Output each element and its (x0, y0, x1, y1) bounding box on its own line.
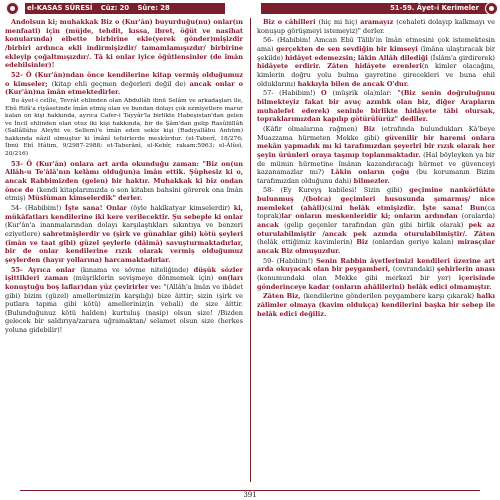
left-text-column (5, 18, 243, 482)
commentary-text: (kendi kitaplarımızda o son kitabın bahsini görerek ona îmân etmiş) (5, 185, 243, 203)
verse-paragraph (257, 186, 495, 255)
verse-translation-text: elbette birbirine ekle(yerek gönder)mişizdir /birbiri ardınca ekli indirmişizdir/ tamamlamışızdır/ birbirine ekleyip çoğaltmışızdır/. Tâ ki onlar iyice öğütlensinler (de îmân edebilsinler)! (5, 35, 243, 70)
commentary-text: 56- (Habibim! Amcan Ebû Tâlib'in îmân etmesini çok istemektesin ama) (257, 36, 495, 53)
verse-translation-text: şehirlerin anası (437, 265, 495, 274)
page-header (3, 3, 497, 16)
verse-translation-text: düşük sözler işittikleri zaman (5, 265, 243, 283)
commentary-text: (Hal böyleyken ya bir de mümin hürmetine îmânın kazandıracağı hürmet ve güvenceyi kazanamazlar mı?) (257, 150, 495, 177)
commentary-text: (konumundaki olan Mekke gibi merkezî bir yer) (257, 274, 459, 283)
commentary-text: Bu âyet-i celîle, Tevrât ehlinden olan Abdullâh ibnü Selâm ve arkadaşları ile, Ebû Rifâ'a riyâsetinde îmân etmiş olan ve bundan dolayı çok ezmiyetlere marur kalan on kişi hakkında, ayrıca Cafer-i Tayyâr'la birlikte Habeşistan'dan gelen ve İncil ehlinden olan otuz iki kişi hakkında, bir de Şâm'dan gelip Rasûlüllâh (Sallâllâhu Aleyhi ve Sellem)'e îmân eden sekiz kişi (Radıyallâhu Anhüm) hakkında nâzil olmuştur ki îmânî tefsirlerde meskûrdur. (et-Taberî, 18/276; İbnü Ebî Hâtim, 9/2987-2988; et-Taberânî, el-Kebîr, rakam:5963; el-Âlûsî, 20/216) (5, 97, 243, 158)
commentary-text: (bu korumanın Bizim tarafımızdan olduğunu dahi) (257, 168, 495, 185)
verse-translation-text: 55- Ayrıca onlar (11, 265, 81, 274)
verse-translation-text: güvenilir bir haremi onlara mekân yapmadık mı ki tarafımızdan şeyerlri bir rızık olarak her şeyin ürünleri oraya taşınıp toplanmaktadır. (257, 133, 495, 159)
right-text-column (257, 18, 495, 482)
commentary-text: (si) (324, 203, 336, 212)
commentary-text: "(Allâh'a îmân ve ibâdet gibi) bizim (güzel) amellerimiz(in karşılığı) bize âittir; sizin (şirk ve putlara tapma gibi kötü) amelleriniz(in vebali) de size âittir. (Bulunduğunuz kötü halden) kurtuluş (nasip) olsun size! /Bizden gelecek bir saldırıya/zarara uğramaktan/ selamet olsun size (herkes yoluna gidebilir)! (5, 282, 243, 335)
column-divider (250, 18, 251, 482)
commentary-text: (ca toprak) (257, 203, 495, 221)
verse-translation-text: sabretmişlerdir ve (42, 229, 113, 238)
verse-translation-text: geçimine nankörlükte bulunmuş /(bolca) geçimleri hususunda şımarmış/ nice memleket (ahâli) (257, 186, 495, 212)
surah-title: el-KASAS SÛRESİ (27, 4, 93, 12)
verse-paragraph (5, 266, 243, 335)
commentary-text: 58- (Ey Kureyş kabilesi! Sizin gibi) (263, 186, 410, 195)
commentary-text: (etrafında bulundukları Kâ'beye Muazzama hürmeten Mekke gibi) (257, 124, 495, 142)
verse-translation-text: gerçekten de sen sevdiğin bir kimseyi (276, 44, 421, 53)
surah-number: Sûre: 28 (137, 4, 170, 12)
verse-translation-text: İşte sana! Onlar (64, 203, 131, 212)
verse-paragraph (257, 36, 495, 88)
verse-translation-text: lar onların meskenleridir ki; onların ardından (281, 212, 462, 221)
verse-translation-text: hidâyete erdirir. Zâten hidâyete erenleri (257, 62, 422, 71)
verse-translation-text: hidâyet edemezsin; lâkin Allâh dilediği (285, 53, 431, 62)
verse-translation-text: Müslüman kimselerdik" derler. (27, 194, 143, 203)
commentary-text: (Kur'ân'a inanmalarından dolayı karşılaştıkları sıkıntıya ve benzeri eziyetlere) (5, 221, 243, 238)
page-number: 391 (239, 491, 260, 499)
verse-translation-text: on(ları konuştuğu boş laflar)dan yüz çevirirler ve: (5, 274, 243, 291)
commentary-text: (helâk ettiğimiz kavimlerin) (257, 238, 357, 247)
verse-paragraph (257, 18, 495, 35)
verse-paragraph (5, 160, 243, 203)
commentary-text: 57- (Habibim!) (263, 89, 321, 98)
commentary-text: (îmâna ulaştıracak bir şekilde) (257, 44, 495, 62)
verse-translation-text: ni helâk etmişizdir. İşte sana! Bun (335, 203, 485, 212)
ayet-range: 51-59. Âyet-i Kerimeler (390, 4, 479, 12)
verse-translation-text: halkı zâlimler olmaya (kavim oldukça) kendilerini başka bir sebep ile helâk edici değiliz. (257, 292, 495, 318)
verse-paragraph (5, 98, 243, 159)
verse-translation-text: (şirk ve günahlar gibi) kötü şeyleri (îmân ve taat gibi) güzel şeylerle (dâimâ) savuşturmaktadırlar, bir de onlar kendilerine rızık olarak vermiş olduğumuz şeylerden (hayır yollarına) harcamaktadırlar. (5, 229, 243, 264)
rosette-ornament-icon (485, 2, 498, 15)
verse-paragraph (5, 204, 243, 265)
verse-translation-text: Biz (363, 124, 382, 133)
verse-translation-text: ki, mükâfatları kendilerine iki kere verilecektir. Şu sebeple ki onlar (5, 203, 243, 221)
verse-translation-text: Zâten Biz, (263, 292, 304, 301)
verse-paragraph (257, 257, 495, 292)
page-footer (0, 491, 500, 499)
commentary-text: (müşrik ola)nlar: (332, 89, 398, 98)
verse-paragraph (257, 89, 495, 124)
verse-translation-text: pek az oturulabilmiştir /ancak pek azında oturulabilmiştir/. Zâten (257, 221, 495, 238)
commentary-text: (gelip geçenler tarafından gün gibi birlik olarak) (284, 221, 469, 230)
commentary-text: (kitap ehli geçmen değerleri değil de) (51, 79, 190, 88)
commentary-text: (onlardan geriye kalan) (372, 238, 458, 247)
verse-translation-text: Andolsun ki; muhakkak Biz o (Kur'ân) buyurduğu(nu) onlar(ın menfaati) için (müjde, tehdit, kıssa, ibret, öğüt ve nasihat konularında) (5, 18, 243, 44)
verse-translation-text: ancak onlar o (Kur'ân)na îmân etmektedirler. (5, 79, 243, 97)
rosette-ornament-icon (6, 2, 19, 15)
verse-translation-text: Biz (356, 238, 373, 247)
commentary-text: (müşriklerin sevişmeye dönmemek için) (73, 274, 219, 283)
verse-translation-text: mirasçılar ancak Biz olmuşuzdur. (257, 238, 495, 256)
verse-translation-text: aramayız (360, 18, 397, 26)
verse-translation-text: "(Biz senin doğruluğunu bilmekteyiz fakat bir avuç azınlık olan biz, diğer Arapların muhalefet ederek) seninle birlikte hidâyete tâbi olursak, topraklarımızdan kapılıp götürülürüz" dediler. (257, 89, 495, 124)
juz-number: Cüz: 20 (100, 4, 130, 12)
commentary-text: (kınama ve sövme niteliğinde) (80, 265, 194, 274)
verse-paragraph (5, 71, 243, 97)
commentary-text: (Kâfir olmalarına rağmen) (263, 124, 364, 133)
header-left-bar (25, 3, 225, 14)
verse-translation-text: hakkıyla bilen de ancak O'dur. (297, 79, 409, 88)
commentary-text: (hiç mi hiç) (318, 18, 361, 26)
verse-paragraph (257, 292, 495, 318)
commentary-text: (İslâm'a girdirerek) (430, 53, 495, 62)
commentary-text: (kendilerine gönderilen peygambere karşı çıkarak) (303, 292, 477, 301)
verse-translation-text: Biz o câhilleri (263, 18, 319, 26)
verse-translation-text: ancak (257, 221, 285, 230)
verse-translation-text: içerisinde gönderinceye kadar (onların ahâlilerini) helâk edici olmamıştır. (257, 274, 495, 291)
verse-translation-text: 52- Ö (Kur'ân)ndan önce kendilerine kitap vermiş olduğumuz o kimseler; (5, 70, 243, 88)
verse-translation-text: O (320, 89, 333, 98)
verse-translation-text: Lâkin onların çoğu (330, 168, 417, 177)
commentary-text: (oralarda) (461, 212, 495, 221)
commentary-text: 59- (Habibim!) (263, 256, 317, 265)
verse-paragraph (5, 18, 243, 70)
verse-translation-text: bilmezler. (353, 176, 390, 185)
commentary-text: (cehaleti dolayıp kalkmayı ve konuşup görüşmeyi istemeyiz)" derler. (257, 18, 495, 35)
verse-translation-text: Senin Rabbin âyetlerimizi kendileri üzerine art arda okuyacak olan bir peygamberi, (257, 256, 495, 274)
commentary-text: (cevrandaki) (392, 265, 438, 274)
header-right-bar (261, 3, 491, 14)
commentary-text: (n kimler olacağını, kimlerin doğru yolu bulma gayretine girecekleri ve buna ehil olduklarını) (257, 62, 495, 88)
commentary-text: 54- (Habibim!) (11, 203, 65, 212)
verse-translation-text: 53- Ö (Kur'ân) onlara art arda okunduğu zaman: "Biz on(un Allâh-u Te'âlâ'nın kelâmı olduğun)a îmân ettik. Şüphesiz ki o, ancak Rabbimizden (gelen) bir haktır. Muhakkak ki biz ondan önce de (5, 159, 243, 194)
commentary-text: (öyle hakîkatyar kimselerdir) (130, 203, 234, 212)
verse-paragraph (257, 125, 495, 186)
